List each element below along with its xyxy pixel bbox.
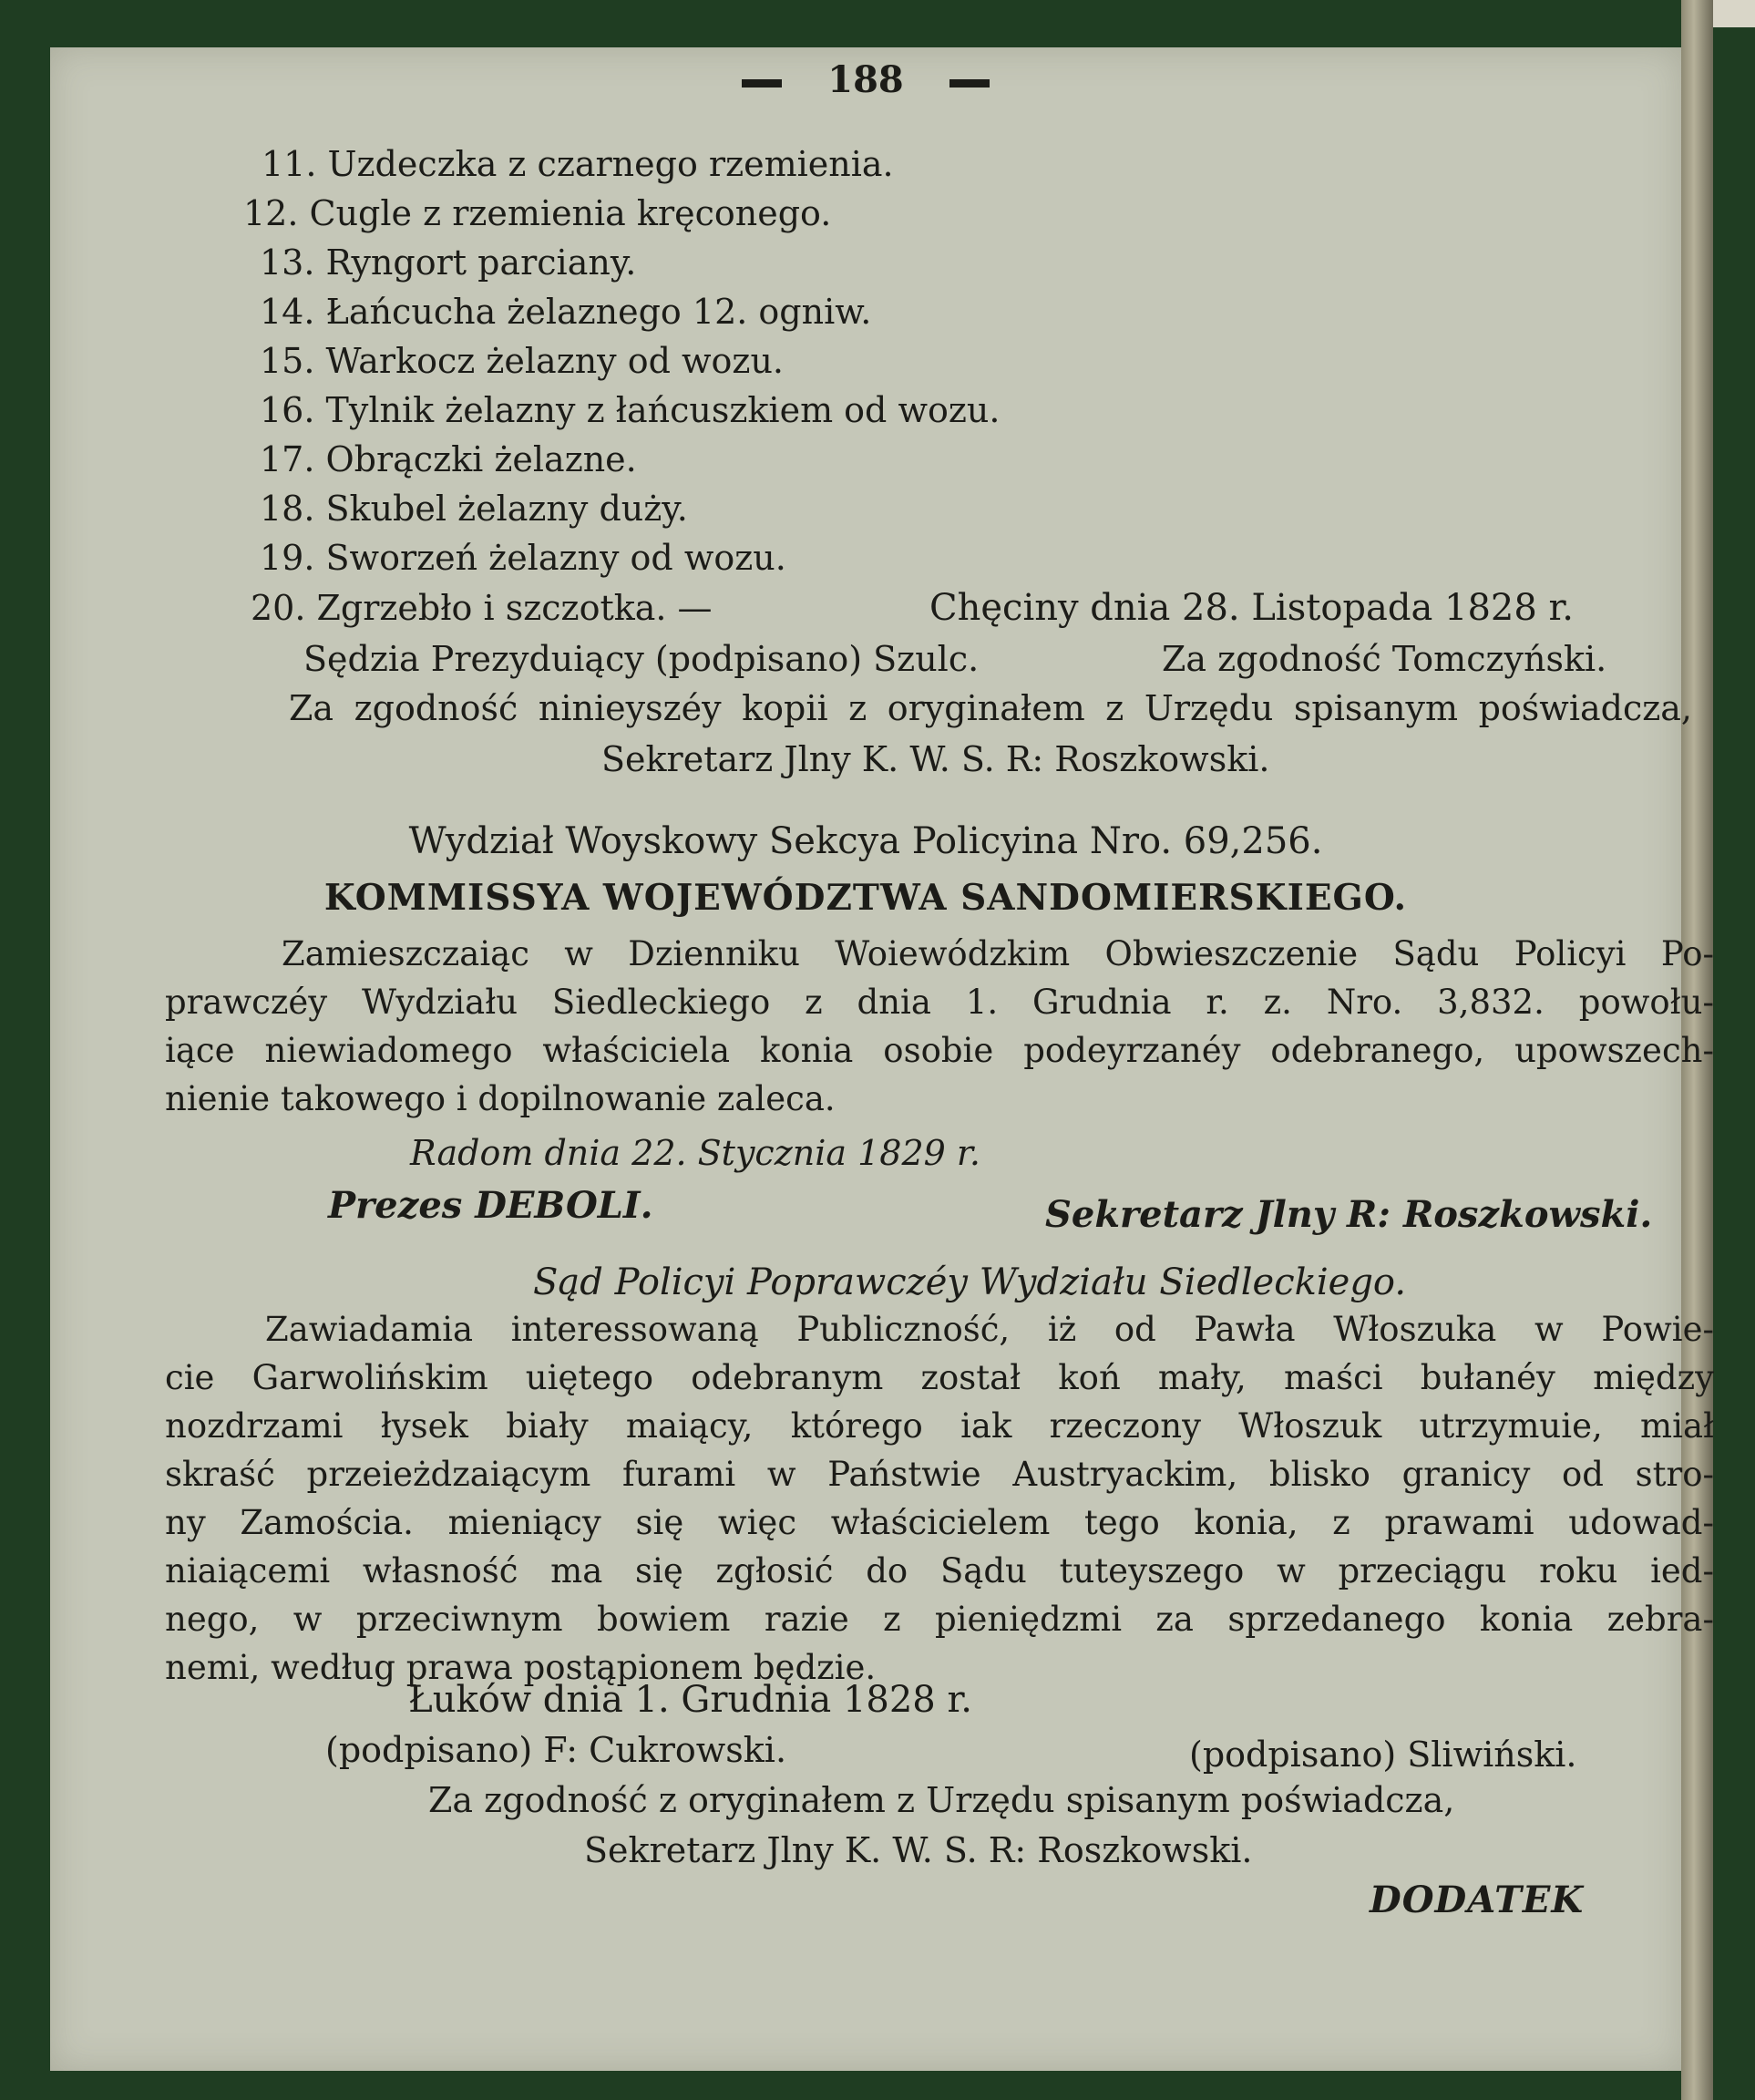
body-line: nienie takowego i dopilnowanie zaleca. [165,1079,836,1118]
body-line: niaiącemi własność ma się zgłosić do Sądu tuteyszego w przeciągu roku ied- [165,1551,1714,1590]
body-line: ny Zamościa. mieniący się więc właścicielem tego konia, z prawami udowad- [165,1503,1714,1542]
page-corner [1713,0,1755,27]
list-item: 17. Obrączki żelazne. [260,439,637,479]
list-item: 16. Tylnik żelazny z łańcuszkiem od wozu. [260,390,1001,430]
list-item: 13. Ryngort parciany. [260,242,637,283]
list-item: 18. Skubel żelazny duży. [260,489,688,529]
first-notice-date: Chęciny dnia 28. Listopada 1828 r. [929,587,1574,629]
page-number-dash-left [742,79,782,88]
first-notice-secretary: Sekretarz Jlny K. W. S. R: Roszkowski. [601,739,1270,779]
body-line: iące niewiadomego właściciela konia osobie podeyrzanéy odebranego, upowszech- [165,1031,1714,1070]
list-item: 19. Sworzeń żelazny od wozu. [260,538,786,578]
second-notice-secretary: Sekretarz Jlny R: Roszkowski. [1045,1193,1653,1236]
third-notice-signed-left: (podpisano) F: Cukrowski. [325,1730,787,1770]
document-page [50,47,1714,2071]
body-line: nozdrzami łysek biały maiący, którego iak rzeczony Włoszuk utrzymuie, miał [165,1406,1714,1446]
court-heading: Sąd Policyi Poprawczéy Wydziału Siedleckiego. [533,1261,1407,1303]
body-line: nemi, według prawa postąpionem będzie. [165,1648,877,1687]
third-notice-place-date: Łuków dnia 1. Grudnia 1828 r. [408,1679,972,1721]
body-line: nego, w przeciwnym bowiem razie z pieniędzmi za sprzedanego konia zebra- [165,1600,1714,1639]
page-number [50,58,1681,101]
first-notice-judge: Sędzia Prezyduiący (podpisano) Szulc. [303,639,980,679]
body-line: cie Garwolińskim uiętego odebranym został koń mały, maści bułanéy między [165,1358,1714,1397]
body-line: skraść przeieżdzaiącym furami w Państwie Austryackim, blisko granicy od stro- [165,1455,1714,1494]
second-notice-body [165,930,1714,1123]
body-line: Zamieszczaiąc w Dzienniku Woiewódzkim Obwieszczenie Sądu Policyi Po- [282,934,1714,973]
commission-heading: KOMMISSYA WOJEWÓDZTWA SANDOMIERSKIEGO. [323,877,1408,919]
department-heading: Wydział Woyskowy Sekcya Policyina Nro. 69,256. [408,820,1323,862]
body-line: Zawiadamia interessowaną Publiczność, iż od Pawła Włoszuka w Powie- [265,1310,1714,1349]
list-item: 14. Łańcucha żelaznego 12. ogniw. [260,292,872,332]
third-notice-body [165,1305,1714,1692]
second-notice-president: Prezes DEBOLI. [328,1184,653,1227]
list-item: 15. Warkocz żelazny od wozu. [260,341,784,381]
third-notice-signed-right: (podpisano) Sliwiński. [1189,1735,1577,1775]
page-number-text: 188 [827,58,904,101]
list-item: 20. Zgrzebło i szczotka. — [251,588,713,628]
catchword: DODATEK [1370,1879,1585,1921]
third-notice-certification: Za zgodność z oryginałem z Urzędu spisanym poświadcza, [428,1780,1455,1820]
first-notice-certification: Za zgodność ninieyszéy kopii z oryginałem z Urzędu spisanym poświadcza, [289,688,1692,728]
page-number-dash-right [949,79,990,88]
list-item: 11. Uzdeczka z czarnego rzemienia. [262,144,894,184]
third-notice-secretary: Sekretarz Jlny K. W. S. R: Roszkowski. [584,1830,1253,1870]
list-item: 12. Cugle z rzemienia kręconego. [243,193,832,233]
first-notice-conformity: Za zgodność Tomczyński. [1162,639,1607,679]
second-notice-place-date: Radom dnia 22. Stycznia 1829 r. [410,1133,980,1173]
body-line: prawczéy Wydziału Siedleckiego z dnia 1. Grudnia r. z. Nro. 3,832. powołu- [165,983,1714,1022]
